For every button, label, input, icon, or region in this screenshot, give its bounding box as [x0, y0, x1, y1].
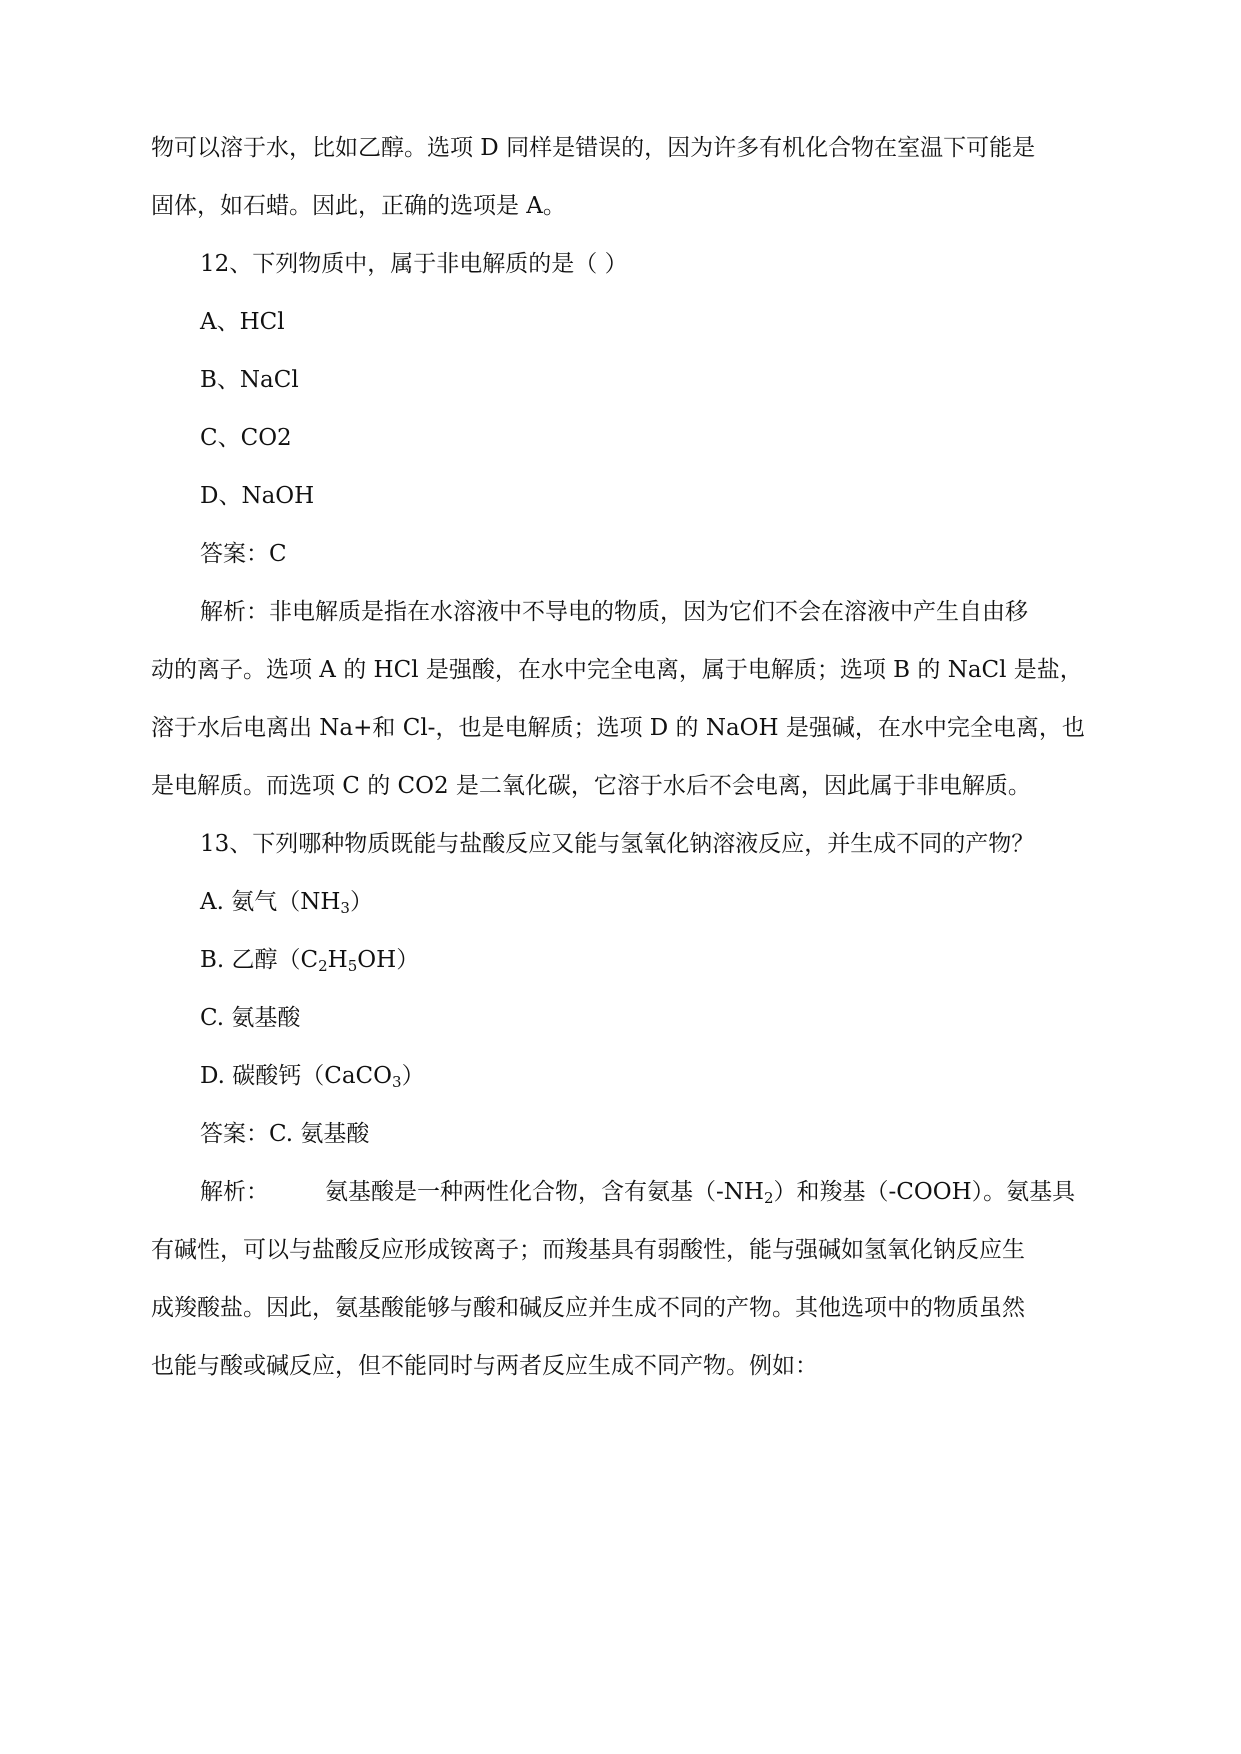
question-13-explanation-line-4: 也能与酸或碱反应，但不能同时与两者反应生成不同产物。例如： — [151, 1353, 818, 1379]
question-13-answer: 答案：C. 氨基酸 — [200, 1121, 370, 1147]
explanation-head: 解析： — [200, 1179, 269, 1205]
question-13-explanation-line-3: 成羧酸盐。因此，氨基酸能够与酸和碱反应并生成不同的产物。其他选项中的物质虽然 — [151, 1295, 1025, 1321]
question-13-option-d — [200, 1060, 425, 1092]
question-12-explanation-line-2: 动的离子。选项 A 的 HCl 是强酸，在水中完全电离，属于电解质；选项 B 的 NaCl 是盐， — [151, 657, 1083, 683]
question-12-option-b: B、NaCl — [200, 367, 299, 393]
question-13-explanation-line-1 — [200, 1176, 1075, 1208]
question-12-option-c: C、CO2 — [200, 425, 292, 451]
explanation-subscript: 2 — [763, 1189, 774, 1207]
option-b-tail: OH） — [357, 947, 420, 973]
question-13-option-a — [200, 886, 373, 918]
explanation-text-a: 氨基酸是一种两性化合物，含有氨基（-NH — [325, 1179, 764, 1205]
explanation-text-b: ）和羧基（-COOH）。氨基具 — [773, 1179, 1076, 1205]
option-a-tail: ） — [349, 889, 373, 915]
question-13-option-c: C. 氨基酸 — [200, 1005, 301, 1031]
question-12-option-a: A、HCl — [200, 309, 285, 335]
question-13-explanation-line-2: 有碱性，可以与盐酸反应形成铵离子；而羧基具有弱酸性，能与强碱如氢氧化钠反应生 — [151, 1237, 1025, 1263]
prev-explanation-line-2: 固体，如石蜡。因此，正确的选项是 A。 — [151, 193, 566, 219]
question-12-option-d: D、NaOH — [200, 483, 315, 509]
option-b-mid: H — [327, 947, 348, 973]
option-d-tail: ） — [401, 1063, 425, 1089]
option-a-text: A. 氨气（NH — [200, 889, 341, 915]
option-a-subscript: 3 — [340, 899, 350, 917]
question-12-explanation-line-1: 解析：非电解质是指在水溶液中不导电的物质，因为它们不会在溶液中产生自由移 — [200, 599, 1028, 625]
question-12-answer: 答案：C — [200, 541, 287, 567]
option-d-text: D. 碳酸钙（CaCO — [200, 1063, 393, 1089]
prev-explanation-line-1: 物可以溶于水，比如乙醇。选项 D 同样是错误的，因为许多有机化合物在室温下可能是 — [151, 135, 1036, 161]
option-b-subscript-1: 2 — [318, 957, 328, 975]
question-13-option-b — [200, 944, 419, 976]
question-12-explanation-line-3: 溶于水后电离出 Na+和 Cl-，也是电解质；选项 D 的 NaOH 是强碱，在水中完全电离，也 — [151, 715, 1085, 741]
question-12-explanation-line-4: 是电解质。而选项 C 的 CO2 是二氧化碳，它溶于水后不会电离，因此属于非电解质。 — [151, 773, 1031, 799]
question-12-stem: 12、下列物质中，属于非电解质的是（ ） — [200, 251, 628, 277]
option-d-subscript: 3 — [392, 1073, 402, 1091]
option-b-text: B. 乙醇（C — [200, 947, 319, 973]
question-13-stem: 13、下列哪种物质既能与盐酸反应又能与氢氧化钠溶液反应，并生成不同的产物？ — [200, 831, 1035, 857]
option-b-subscript-2: 5 — [347, 957, 358, 975]
